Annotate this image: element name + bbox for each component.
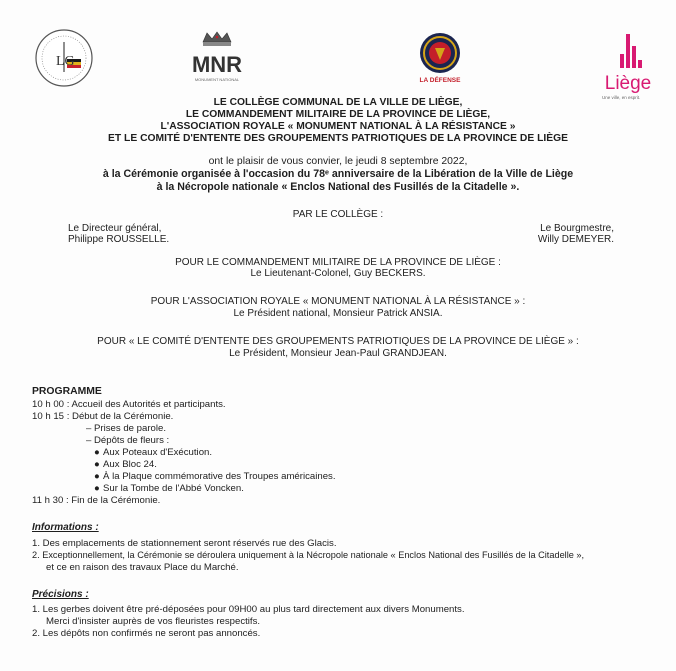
programme-item-1 [32,399,226,410]
defense-logo [411,30,469,86]
header-line-2: LE COMMANDEMENT MILITAIRE DE LA PROVINCE DE LIÈGE, [185,109,491,120]
wreath-item-4: ● Sur la Tombe de l'Abbé Voncken. [94,483,244,494]
invitation-line-1: ont le plaisir de vous convier, le jeudi 8 septembre 2022, [208,156,468,167]
liege-tagline: Une ville, en esprit. [602,95,641,100]
director-title: Le Directeur général, [68,223,162,234]
liege-text: Liège [604,73,652,94]
programme-item-end [32,495,160,506]
bullet-icon: ● [94,447,100,458]
wreath-item-1: ● Aux Poteaux d'Exécution. [94,447,213,458]
informations-item-2: 2. Exceptionnellement, la Cérémonie se déroulera uniquement à la Nécropole nationale « Enclos National des Fusillés de la Citadelle », [32,550,585,560]
header-line-3: L'ASSOCIATION ROYALE « MONUMENT NATIONAL À LA RÉSISTANCE » [160,121,516,132]
header-line-4: ET LE COMITÉ D'ENTENTE DES GROUPEMENTS PATRIOTIQUES DE LA PROVINCE DE LIÈGE [108,133,568,144]
informations-item-2-cont: et ce en raison des travaux Place du Marché. [46,562,239,573]
precisions-item-1: 1. Les gerbes doivent être pré-déposées pour 09H00 au plus tard directement aux divers Monuments. [32,604,465,615]
liege-city-logo [590,24,660,104]
military-name: Le Lieutenant-Colonel, Guy BECKERS. [250,268,426,279]
header-line-1: LE COLLÈGE COMMUNAL DE LA VILLE DE LIÈGE, [213,97,463,108]
college-seal-logo [34,28,94,88]
programme-time: 11 h 30 [32,495,64,506]
precisions-item-2: 2. Les dépôts non confirmés ne seront pas annoncés. [32,628,261,639]
wreath-item-3: ● À la Plaque commémorative des Troupes américaines. [94,471,336,482]
programme-time: 10 h 15 [32,411,65,422]
mayor-name: Willy DEMEYER. [537,234,614,245]
military-heading: POUR LE COMMANDEMENT MILITAIRE DE LA PROVINCE DE LIÈGE : [175,257,501,268]
bullet-icon: ● [94,471,100,482]
programme-text: : Fin de la Cérémonie. [65,495,161,506]
mnr-logo [186,30,248,88]
committee-name: Le Président, Monsieur Jean-Paul GRANDJEAN. [229,348,447,359]
committee-heading: POUR « LE COMITÉ D'ENTENTE DES GROUPEMENTS PATRIOTIQUES DE LA PROVINCE DE LIÈGE » : [97,336,579,347]
wreath-item-2: ● Aux Bloc 24. [94,459,157,470]
programme-item-2 [32,411,173,422]
programme-time: 10 h 00 [32,399,65,410]
mnr-text: MNR [191,52,243,77]
association-name: Le Président national, Monsieur Patrick ANSIA. [233,308,443,319]
association-heading: POUR L'ASSOCIATION ROYALE « MONUMENT NATIONAL À LA RÉSISTANCE » : [150,296,526,307]
invitation-line-2: à la Cérémonie organisée à l'occasion du 78ᵉ anniversaire de la Libération de la Ville de Liège [102,168,574,180]
precisions-item-1-cont: Merci d'insister auprès de vos fleuristes respectifs. [46,616,261,627]
bullet-icon: ● [94,459,100,470]
director-name: Philippe ROUSSELLE. [68,234,170,245]
programme-title: PROGRAMME [32,386,102,397]
informations-title: Informations : [32,522,99,533]
defense-text: LA DÉFENSE [419,77,461,84]
programme-sub-item-1: – Prises de parole. [86,423,166,434]
college-heading: PAR LE COLLÈGE : [292,209,384,220]
mayor-title: Le Bourgmestre, [540,223,614,234]
mnr-subtext: MONUMENT NATIONAL [194,77,240,82]
bullet-icon: ● [94,483,100,494]
programme-sub-item-2: – Dépôts de fleurs : [86,435,170,446]
programme-text: : Accueil des Autorités et participants. [66,399,226,410]
invitation-line-3: à la Nécropole nationale « Enclos National des Fusillés de la Citadelle ». [156,181,520,193]
programme-text: : Début de la Cérémonie. [66,411,174,422]
precisions-title: Précisions : [32,589,89,600]
college-seal-text: LG [56,54,75,69]
informations-item-1: 1. Des emplacements de stationnement seront réservés rue des Glacis. [32,538,337,549]
